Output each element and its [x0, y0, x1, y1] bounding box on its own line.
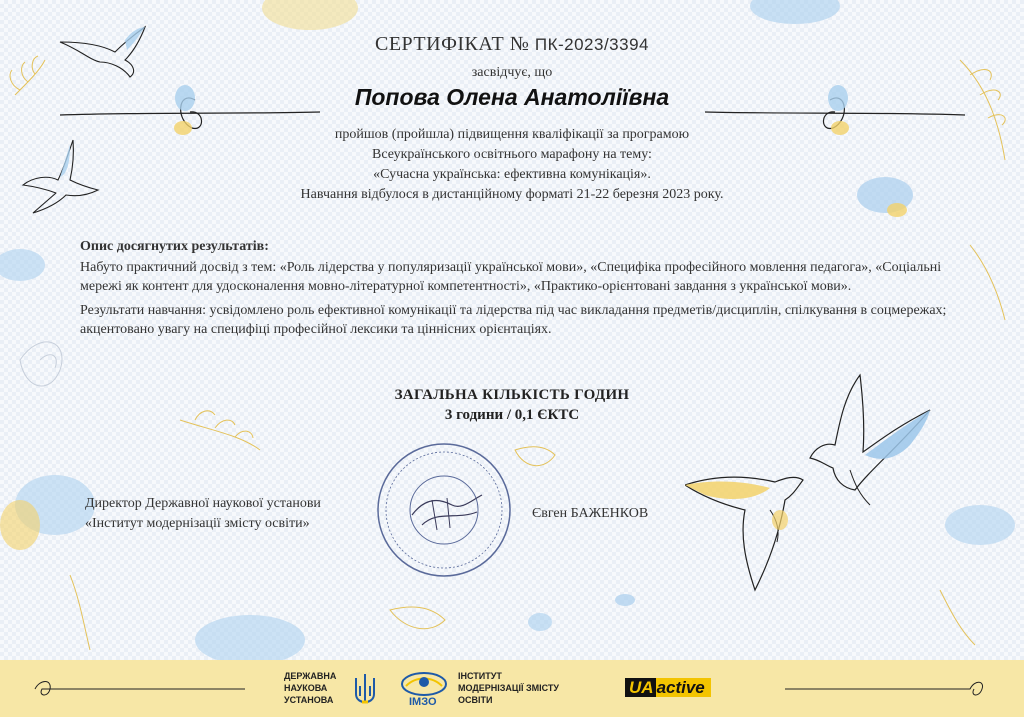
dnu-logo-text: [284, 670, 336, 706]
trident-icon: [352, 672, 378, 706]
program-line: Навчання відбулося в дистанційному форматі 21-22 березня 2023 року.: [300, 187, 724, 202]
director-line: «Інститут модернізації змісту освіти»: [85, 516, 310, 531]
imzo-line: ОСВІТИ: [458, 695, 493, 705]
swallows-illustration: [685, 370, 955, 610]
certifies-text: засвідчує, що: [471, 65, 553, 80]
program-line: пройшов (пройшла) підвищення кваліфікації за програмою: [334, 127, 690, 142]
imzo-logo-icon: [398, 668, 450, 698]
hours-title: ЗАГАЛЬНА КІЛЬКІСТЬ ГОДИН: [394, 387, 630, 403]
dnu-line: НАУКОВА: [284, 683, 328, 693]
recipient-name: Попова Олена Анатоліївна: [354, 84, 670, 110]
program-line: Всеукраїнського освітнього марафону на тему:: [372, 147, 652, 162]
results-heading: Опис досягнутих результатів:: [80, 239, 269, 254]
certificate-number: ПК-2023/3394: [534, 35, 650, 54]
results-experience: Набуто практичний досвід з тем: «Роль лідерства у популяризації української мови», «Специфіка професійного мовлення педагога», «Соціальні мережі як контент для удосконалення мовно-літературної компетентності», «Практико-орієнтовані завдання з української мови».: [80, 260, 942, 294]
imzo-line: МОДЕРНІЗАЦІЇ ЗМІСТУ: [458, 683, 559, 693]
flourish-icon: [780, 676, 990, 702]
results-learning: Результати навчання: усвідомлено роль ефективної комунікації та лідерства під час викладання предметів/дисциплін, спілкування в соцмережах; акцентовано увагу на специфіці професійної лексики та ціннісних орієнтаціях.: [80, 303, 947, 337]
dnu-line: УСТАНОВА: [284, 695, 334, 705]
certificate-title-label: СЕРТИФІКАТ №: [374, 33, 530, 55]
imzo-line: ІНСТИТУТ: [458, 671, 502, 681]
uaactive-logo: [625, 677, 721, 699]
flourish-icon: [30, 676, 250, 702]
uaactive-ua: UA: [625, 678, 656, 697]
results-section: [80, 237, 950, 344]
uaactive-active: active: [656, 678, 711, 697]
program-description: [0, 125, 1024, 205]
director-title: [85, 494, 321, 534]
stamp-seal-icon: [372, 440, 517, 580]
imzo-logo-text: [458, 670, 559, 706]
certificate-title: [0, 33, 1024, 56]
imzo-badge: ІМЗО: [409, 696, 437, 708]
hours-value: 3 години / 0,1 ЄКТС: [444, 407, 580, 423]
dnu-line: ДЕРЖАВНА: [284, 671, 337, 681]
director-line: Директор Державної наукової установи: [85, 496, 321, 511]
program-line: «Сучасна українська: ефективна комунікація».: [373, 167, 651, 182]
signer-name: Євген БАЖЕНКОВ: [532, 506, 649, 521]
